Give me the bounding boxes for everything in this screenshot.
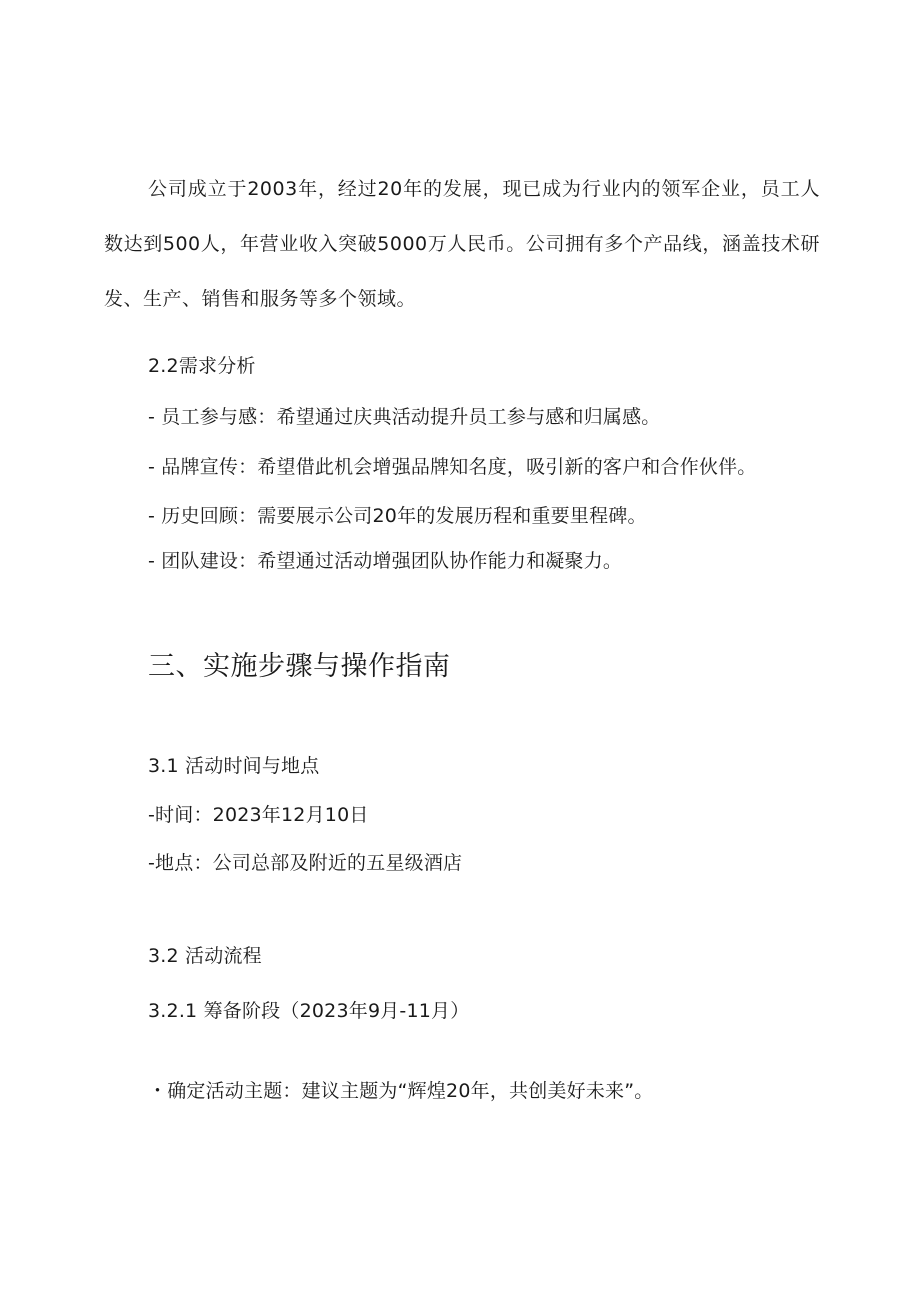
needs-analysis-heading: 2.2需求分析 (148, 355, 256, 377)
needs-item-brand-promotion: - 品牌宣传：希望借此机会增强品牌知名度，吸引新的客户和合作伙伴。 (148, 456, 757, 478)
event-time: -时间：2023年12月10日 (148, 804, 369, 826)
section-3-2-heading: 3.2 活动流程 (148, 945, 262, 967)
needs-item-history-review: - 历史回顾：需要展示公司20年的发展历程和重要里程碑。 (148, 505, 647, 527)
section-3-2-1-heading: 3.2.1 筹备阶段（2023年9月-11月） (148, 1000, 470, 1022)
event-place: -地点：公司总部及附近的五星级酒店 (148, 852, 463, 874)
needs-item-employee-participation: - 员工参与感：希望通过庆典活动提升员工参与感和归属感。 (148, 406, 661, 428)
section-3-title: 三、实施步骤与操作指南 (148, 651, 451, 682)
needs-item-team-building: - 团队建设：希望通过活动增强团队协作能力和凝聚力。 (148, 550, 623, 572)
theme-bullet: ・确定活动主题：建议主题为“辉煌20年，共创美好未来”。 (148, 1080, 654, 1102)
section-3-1-heading: 3.1 活动时间与地点 (148, 755, 320, 777)
company-intro-paragraph: 公司成立于2003年，经过20年的发展，现已成为行业内的领军企业，员工人数达到500人，年营业收入突破5000万人民币。公司拥有多个产品线，涵盖技术研发、生产、销售和服务等多个领域。 (104, 178, 820, 310)
